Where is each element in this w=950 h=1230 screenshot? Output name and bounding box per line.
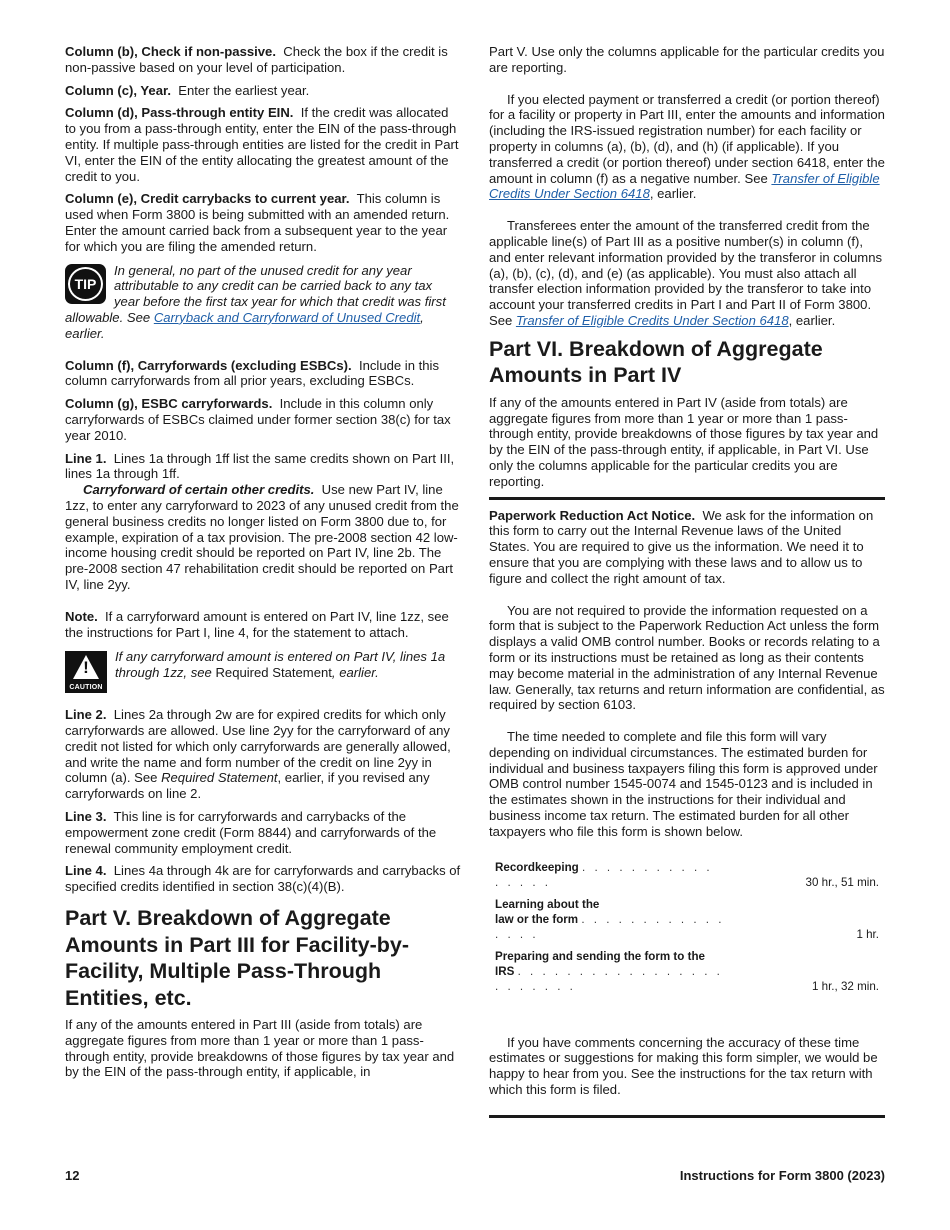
column-c-heading: Column (c), Year. — [65, 82, 171, 98]
column-g-heading: Column (g), ESBC carryforwards. — [65, 396, 273, 412]
line-2-after-text: , earlier, if you revised any carryforwards on line 2. — [65, 770, 430, 802]
tip-note — [65, 263, 461, 342]
paperwork-notice-heading: Paperwork Reduction Act Notice. — [489, 507, 696, 523]
column-f-paragraph — [65, 358, 461, 390]
caution-reference: Required Statement — [215, 665, 332, 681]
paperwork-notice-paragraph — [489, 508, 885, 587]
carryforward-text: Use new Part IV, line 1zz, to enter any carryforward to 2023 of any unused credit from the general business credits no longer listed on Form 3800 due to, for example, expiration of a tax provision. The pre-2008 section 42 low-income housing credit should be reported on Part IV, line 2b. The pre-2008 section 47 rehabilitation credit should be reported on Part IV, line 2yy. — [65, 482, 459, 592]
tip-after-text: , earlier. — [65, 309, 424, 341]
left-column — [65, 44, 461, 1087]
right-column — [489, 44, 885, 1118]
column-f-heading: Column (f), Carryforwards (excluding ESBCs). — [65, 357, 352, 373]
transfer-eligible-credits-link-2[interactable]: Transfer of Eligible Credits Under Section 6418 — [515, 312, 789, 328]
part-6-text: If any of the amounts entered in Part IV (aside from totals) are aggregate figures from more than 1 year or more than 1 pass-through entity, provide breakdowns of those figures by tax year and by the EIN of the pass-through entity, if applicable, in Part VI. Use only the columns applicable for the particular credits you are reporting. — [489, 394, 879, 489]
tip-icon — [65, 264, 106, 304]
caution-note — [65, 649, 461, 693]
part-5-heading: Part V. Breakdown of Aggregate Amounts in Part III for Facility-by-Facility, Multiple Pass-Through Entities, etc. — [65, 906, 410, 1010]
transferees-paragraph — [489, 218, 885, 329]
part-5-text: If any of the amounts entered in Part III (aside from totals) are aggregate figures from more than 1 year or more than 1 pass-through entity, provide breakdowns of those figures by tax year and by the EIN of the pass-through entity, if applicable, in — [65, 1017, 455, 1080]
note-paragraph — [65, 609, 461, 641]
caution-icon — [65, 651, 107, 693]
line-1-paragraph — [65, 451, 461, 483]
tip-text: In general, no part of the unused credit for any year attributable to any credit can be carried back to any tax year before the first tax year for which that credit was first allowable. See — [65, 262, 446, 325]
line-1-text: Lines 1a through 1ff list the same credits shown on Part III, lines 1a through 1ff. — [65, 450, 455, 482]
footer-title: Instructions for Form 3800 (2023) — [679, 1168, 885, 1183]
table-row — [495, 860, 879, 897]
elected-payment-paragraph — [489, 92, 885, 203]
burden-label: Preparing and sending the form to the IRS . . . . . . . . . . . . . . . . . . . . . . . . — [495, 949, 723, 993]
caution-after-text: , earlier. — [331, 665, 379, 681]
column-d-heading: Column (d), Pass-through entity EIN. — [65, 105, 294, 121]
line-1-heading: Line 1. — [65, 450, 107, 466]
column-g-text: Include in this column only carryforwards of ESBCs claimed under former section 38(c) for tax year 2010. — [65, 396, 451, 443]
column-c-text: Enter the earliest year. — [178, 82, 310, 98]
part-6-heading: Part VI. Breakdown of Aggregate Amounts in Part IV — [489, 336, 823, 388]
line-4-text: Lines 4a through 4k are for carryforwards and carrybacks of specified credits identified in section 38(c)(4)(B). — [65, 863, 461, 895]
carryback-carryforward-link[interactable]: Carryback and Carryforward of Unused Credit — [153, 309, 421, 325]
elected-payment-text: If you elected payment or transferred a credit (or portion thereof) for a facility or property in Part III, enter the amounts and information (including the IRS-issued registration number) for each facility or property in columns (a), (b), (d), and (h) (if applicable). If you transferred a credit (or portion thereof) under section 6418, enter the amount in column (f) as a negative number. See — [489, 91, 885, 186]
elected-payment-after: , earlier. — [649, 186, 697, 202]
column-f-text: Include in this column carryforwards from all prior years, excluding ESBCs. — [65, 357, 440, 389]
line-4-heading: Line 4. — [65, 863, 107, 879]
line-3-paragraph — [65, 809, 461, 856]
burden-value: 30 hr., 51 min. — [805, 875, 879, 889]
burden-value: 1 hr. — [856, 927, 879, 941]
burden-table — [495, 860, 879, 1001]
line-4-paragraph — [65, 863, 461, 895]
carryforward-heading: Carryforward of certain other credits. — [83, 482, 315, 498]
caution-icon-label: CAUTION — [69, 684, 103, 692]
burden-label: Learning about the law or the form . . . . . . . . . . . . . . . . — [495, 897, 725, 941]
burden-label: Recordkeeping . . . . . . . . . . . . . . . . — [495, 860, 713, 889]
line-2-text: Lines 2a through 2w are for expired credits for which only carryforwards are allowed. Use line 2yy for the carryforward of any credit not listed for which only carryforwards are generally allowed, and write the name and form number of the credit on line 2yy in column (a). See — [65, 707, 451, 786]
column-g-paragraph — [65, 396, 461, 443]
table-row — [495, 949, 879, 1001]
page-number: 12 — [65, 1168, 80, 1183]
section-divider — [489, 497, 885, 500]
column-d-paragraph — [65, 105, 461, 184]
line-2-paragraph — [65, 707, 461, 802]
column-e-text: This column is used when Form 3800 is being submitted with an amended return. Enter the amount carried back from a subsequent year to the year for which you are filing the amended return. — [65, 191, 450, 254]
line-2-heading: Line 2. — [65, 707, 107, 723]
column-e-paragraph — [65, 191, 461, 254]
column-b-text: Check the box if the credit is non-passive based on your level of participation. — [65, 44, 448, 75]
caution-text: If any carryforward amount is entered on Part IV, lines 1a through 1zz, see — [115, 649, 446, 681]
part-5-continued: Part V. Use only the columns applicable for the particular credits you are reporting. — [489, 44, 885, 75]
caution-exclamation: ! — [83, 658, 89, 678]
burden-paragraph: The time needed to complete and file this form will vary depending on individual circumstances. The estimated burden for individual and business taxpayers filing this form is approved under OMB control number 1545-0074 and 1545-0123 and is included in the estimates shown in the instructions for their individual and business income tax return. The estimated burden for all other taxpayers who file this form is shown below. — [489, 729, 878, 839]
note-text: If a carryforward amount is entered on Part IV, line 1zz, see the instructions for Part I, line 4, for the statement to attach. — [65, 608, 449, 640]
column-b-heading: Column (b), Check if non-passive. — [65, 44, 276, 59]
transferees-text: Transferees enter the amount of the transferred credit from the applicable line(s) of Part III as a positive number(s) in column (f), and enter relevant information provided by the transferor in columns (a), (b), (c), (d), and (e) (as applicable). You must also attach all transfer election information provided by the transferor to take into account your transferred credits in Part I and Part II of Form 3800. See — [489, 218, 883, 328]
paperwork-notice-text: We ask for the information on this form to carry out the Internal Revenue laws of the United States. You are required to give us the information. We need it to ensure that you are complying with these laws and to allow us to figure and collect the right amount of tax. — [489, 507, 874, 586]
column-e-heading: Column (e), Credit carrybacks to current year. — [65, 191, 350, 207]
note-heading: Note. — [65, 608, 98, 624]
column-c-paragraph — [65, 83, 461, 99]
line-2-reference: Required Statement — [161, 770, 278, 786]
omb-paragraph: You are not required to provide the information requested on a form that is subject to the Paperwork Reduction Act unless the form displays a valid OMB control number. Books or records relating to a form or its instructions must be retained as long as their contents may become material in the administration of any Internal Revenue law. Generally, tax returns and return information are confidential, as required by section 6103. — [489, 602, 885, 713]
line-3-text: This line is for carryforwards and carrybacks of the empowerment zone credit (Form 8844) and carryforwards of the renewal community employment credit. — [65, 809, 437, 856]
column-b-paragraph — [65, 44, 461, 76]
bottom-divider — [489, 1115, 885, 1118]
comments-paragraph: If you have comments concerning the accuracy of these time estimates or suggestions for making this form simpler, we would be happy to hear from you. See the instructions for the tax return with which this form is filed. — [489, 1034, 878, 1098]
transfer-eligible-credits-link[interactable]: Transfer of Eligible Credits Under Section 6418 — [489, 170, 880, 202]
carryforward-paragraph — [65, 482, 461, 593]
column-d-text: If the credit was allocated to you from a pass-through entity, enter the EIN of the pass-through entity. If multiple pass-through entities are listed for the credit in Part VI, enter the EIN of the entity allocating the greatest amount of the credit to you. — [65, 105, 459, 184]
burden-value: 1 hr., 32 min. — [811, 979, 879, 993]
table-row — [495, 897, 879, 949]
line-3-heading: Line 3. — [65, 809, 107, 825]
transferees-after: , earlier. — [788, 312, 836, 328]
tip-icon-label: TIP — [68, 267, 103, 301]
